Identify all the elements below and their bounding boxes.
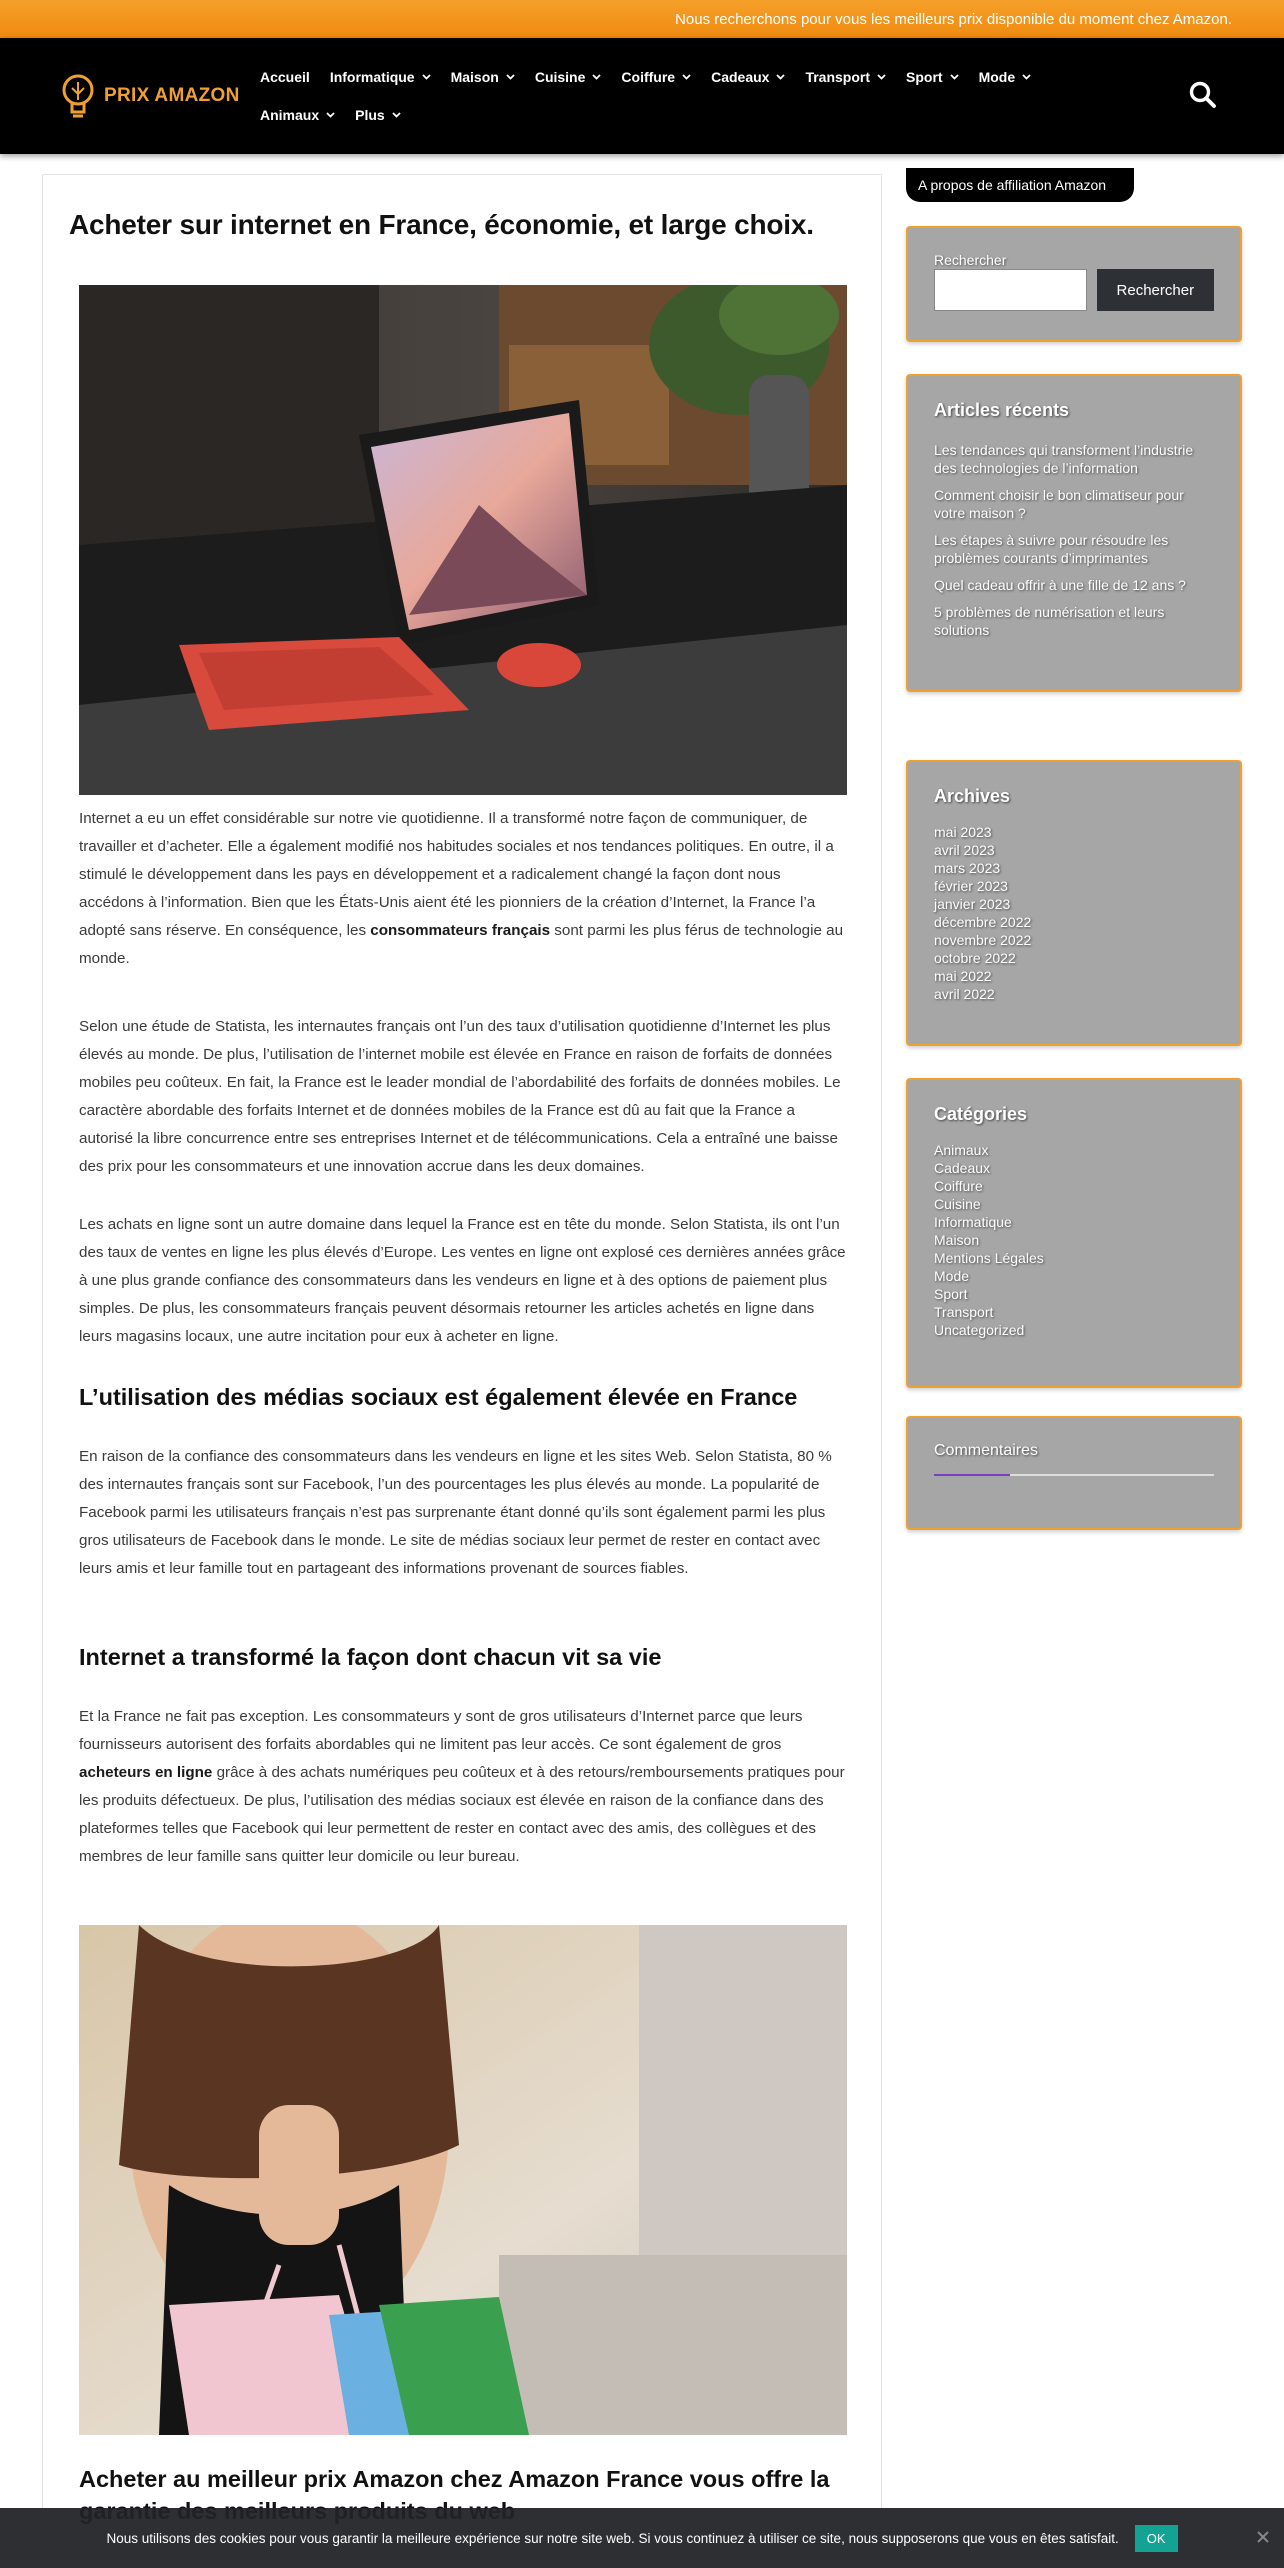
- widget-title: Articles récents: [934, 400, 1070, 420]
- article-title: Acheter sur internet en France, économie, et large choix.: [69, 209, 814, 240]
- nav-label: Maison: [450, 69, 499, 85]
- nav-item-plus[interactable]: [355, 107, 401, 123]
- nav-label: Mode: [978, 69, 1016, 85]
- nav-item-coiffure[interactable]: [621, 69, 691, 85]
- nav-label: Transport: [805, 69, 871, 85]
- section-heading-2: Internet a transformé la façon dont chacun vit sa vie: [79, 1644, 662, 1670]
- paragraph-2: Selon une étude de Statista, les internautes français ont l’un des taux d’utilisation quotidienne d’Internet les plus élevés au monde. De plus, l’utilisation de l’internet mobile est élevée en France en raison de forfaits de données mobiles peu coûteux. En fait, la France est le leader mondial de l’abordabilité des forfaits de données mobiles. Le caractère abordable des forfaits Internet et de données mobiles de la France est dû au fait que la France a autorisé la libre concurrence entre ses entreprises Internet et de télécommunications. Cela a entraîné une baisse des prix pour les consommateurs et une innovation accrue dans les deux domaines.: [79, 1018, 841, 1175]
- nav-label: Accueil: [260, 69, 310, 85]
- bold-term: acheteurs en ligne: [79, 1764, 213, 1781]
- category-link[interactable]: Cuisine: [934, 1196, 981, 1212]
- nav-item-cuisine[interactable]: [535, 69, 602, 85]
- nav-item-mode[interactable]: [979, 69, 1032, 85]
- archive-link[interactable]: février 2023: [934, 878, 1008, 894]
- archive-link[interactable]: janvier 2023: [934, 896, 1011, 912]
- nav-label: Animaux: [260, 107, 320, 123]
- widget-title: Catégories: [934, 1104, 1028, 1124]
- nav-item-transport[interactable]: [805, 69, 886, 85]
- cookie-ok-button[interactable]: OK: [1135, 2525, 1178, 2552]
- nav-item-sport[interactable]: [906, 69, 959, 85]
- chevron-down-icon: [950, 74, 959, 80]
- category-link[interactable]: Animaux: [934, 1142, 989, 1158]
- cookie-text: Nous utilisons des cookies pour vous garantir la meilleure expérience sur notre site web. Si vous continuez à utiliser ce site, nous supposerons que vous en êtes satisfait.: [106, 2530, 1119, 2546]
- category-link[interactable]: Informatique: [934, 1214, 1012, 1230]
- brand-name: PRIX AMAZON: [104, 85, 240, 106]
- paragraph-1: Internet a eu un effet considérable sur notre vie quotidienne. Il a transformé notre façon de communiquer, de travailler et d’acheter. Elle a également modifié nos habitudes sociales et nos tendances politiques. En outre, il a stimulé le développement dans les pays en développement et a radicalement changé la façon dont nous accédons à l’information. Bien que les États-Unis aient été les pionniers de la création d’Internet, la France l’a adopté sans réserve. En conséquence, les consommateurs français sont parmi les plus férus de technologie au monde.: [79, 810, 844, 967]
- nav-label: Cadeaux: [711, 69, 770, 85]
- chevron-down-icon: [592, 74, 601, 80]
- recent-article-link[interactable]: 5 problèmes de numérisation et leurs solutions: [934, 604, 1165, 638]
- article-card: [42, 174, 882, 2568]
- search-icon[interactable]: [1188, 80, 1218, 110]
- nav-label: Cuisine: [534, 69, 586, 85]
- archive-link[interactable]: avril 2022: [934, 986, 995, 1002]
- archives-widget: [906, 760, 1242, 1046]
- bold-term: consommateurs français: [370, 922, 551, 939]
- site-logo[interactable]: [58, 70, 258, 122]
- category-link[interactable]: Transport: [934, 1304, 994, 1320]
- search-input[interactable]: [934, 269, 1087, 311]
- category-link[interactable]: Mode: [934, 1268, 970, 1284]
- nav-item-informatique[interactable]: [330, 69, 431, 85]
- category-link[interactable]: Uncategorized: [934, 1322, 1025, 1338]
- promo-bar: [0, 0, 1284, 38]
- chevron-down-icon: [326, 112, 335, 118]
- nav-item-accueil[interactable]: [260, 69, 310, 85]
- promo-text: Nous recherchons pour vous les meilleurs prix disponible du moment chez Amazon.: [675, 10, 1232, 28]
- comments-widget: [906, 1416, 1242, 1530]
- main-nav: [258, 69, 1078, 123]
- title-underline: [934, 1474, 1214, 1476]
- site-header: [0, 38, 1284, 154]
- category-link[interactable]: Coiffure: [934, 1178, 983, 1194]
- nav-label: Coiffure: [621, 69, 676, 85]
- chevron-down-icon: [776, 74, 785, 80]
- widget-title: Archives: [934, 786, 1011, 806]
- archive-link[interactable]: octobre 2022: [934, 950, 1016, 966]
- category-link[interactable]: Mentions Légales: [934, 1250, 1044, 1266]
- close-icon[interactable]: [1256, 2530, 1270, 2544]
- nav-label: Plus: [355, 107, 385, 123]
- recent-article-link[interactable]: Quel cadeau offrir à une fille de 12 ans ?: [934, 577, 1186, 593]
- laptop-image: [79, 285, 847, 795]
- paragraph-3: Les achats en ligne sont un autre domaine dans lequel la France est en tête du monde. Selon Statista, ils ont l’un des taux de ventes en ligne les plus élevés d’Europe. Les ventes en ligne ont explosé ces dernières années grâce à une plus grande confiance des consommateurs dans les vendeurs en ligne et à des options de paiement plus simples. De plus, les consommateurs français peuvent désormais retourner les articles achetés en ligne dans leurs magasins locaux, une autre incitation pour eux à acheter en ligne.: [79, 1216, 846, 1345]
- archive-link[interactable]: avril 2023: [934, 842, 995, 858]
- category-link[interactable]: Maison: [934, 1232, 980, 1248]
- about-affiliation-link[interactable]: A propos de affiliation Amazon: [906, 168, 1134, 202]
- category-link[interactable]: Cadeaux: [934, 1160, 991, 1176]
- archive-link[interactable]: mars 2023: [934, 860, 1001, 876]
- cookie-banner: [0, 2508, 1284, 2568]
- widget-title: Commentaires: [934, 1442, 1039, 1459]
- recent-articles-widget: [906, 374, 1242, 692]
- nav-item-cadeaux[interactable]: [711, 69, 785, 85]
- nav-label: Informatique: [329, 69, 415, 85]
- nav-label: Sport: [906, 69, 943, 85]
- nav-item-maison[interactable]: [451, 69, 515, 85]
- chevron-down-icon: [682, 74, 691, 80]
- archive-link[interactable]: mai 2023: [934, 824, 992, 840]
- chevron-down-icon: [877, 74, 886, 80]
- archive-link[interactable]: novembre 2022: [934, 932, 1032, 948]
- recent-article-link[interactable]: Les étapes à suivre pour résoudre les problèmes courants d’imprimantes: [934, 532, 1169, 566]
- categories-widget: [906, 1078, 1242, 1388]
- paragraph-5: Et la France ne fait pas exception. Les consommateurs y sont de gros utilisateurs d’Internet parce que leurs fournisseurs autorisent des forfaits abordables qui ne limitent pas leur accès. Ce sont également de gros acheteurs en ligne grâce à des achats numériques peu coûteux et à des retours/remboursements pratiques pour les produits défectueux. De plus, l’utilisation des médias sociaux est élevée en raison de la confiance dans des plateformes telles que Facebook qui leur permettent de rester en contact avec des amis, des collègues et des membres de leur famille sans quitter leur domicile ou leur bureau.: [79, 1708, 845, 1865]
- archive-link[interactable]: décembre 2022: [934, 914, 1032, 930]
- lightbulb-logo-icon: [58, 70, 98, 122]
- shopping-woman-image: [79, 1925, 847, 2435]
- recent-article-link[interactable]: Les tendances qui transforment l’industrie des technologies de l’information: [934, 442, 1194, 476]
- chevron-down-icon: [422, 74, 431, 80]
- category-link[interactable]: Sport: [934, 1286, 968, 1302]
- chevron-down-icon: [392, 112, 401, 118]
- search-button[interactable]: Rechercher: [1097, 269, 1214, 311]
- archive-link[interactable]: mai 2022: [934, 968, 992, 984]
- paragraph-4: En raison de la confiance des consommateurs dans les vendeurs en ligne et les sites Web. Selon Statista, 80 % des internautes français sont sur Facebook, l’un des pourcentages les plus élevés au monde. La popularité de Facebook parmi les utilisateurs français n’est pas surprenante étant donné qu’ils sont également parmi les plus gros utilisateurs de Facebook dans le monde. Le site de médias sociaux leur permet de rester en contact avec leurs amis et leur famille tout en partageant des informations provenant de sources fiables.: [79, 1448, 832, 1577]
- recent-article-link[interactable]: Comment choisir le bon climatiseur pour votre maison ?: [934, 487, 1184, 521]
- section-heading-3: Acheter au meilleur prix Amazon chez Amazon France vous offre la: [79, 2466, 830, 2492]
- search-label: Rechercher: [934, 252, 1007, 268]
- search-widget: [906, 226, 1242, 342]
- section-heading-1: L’utilisation des médias sociaux est également élevée en France: [79, 1384, 798, 1410]
- chevron-down-icon: [1022, 74, 1031, 80]
- chevron-down-icon: [506, 74, 515, 80]
- nav-item-animaux[interactable]: [260, 107, 335, 123]
